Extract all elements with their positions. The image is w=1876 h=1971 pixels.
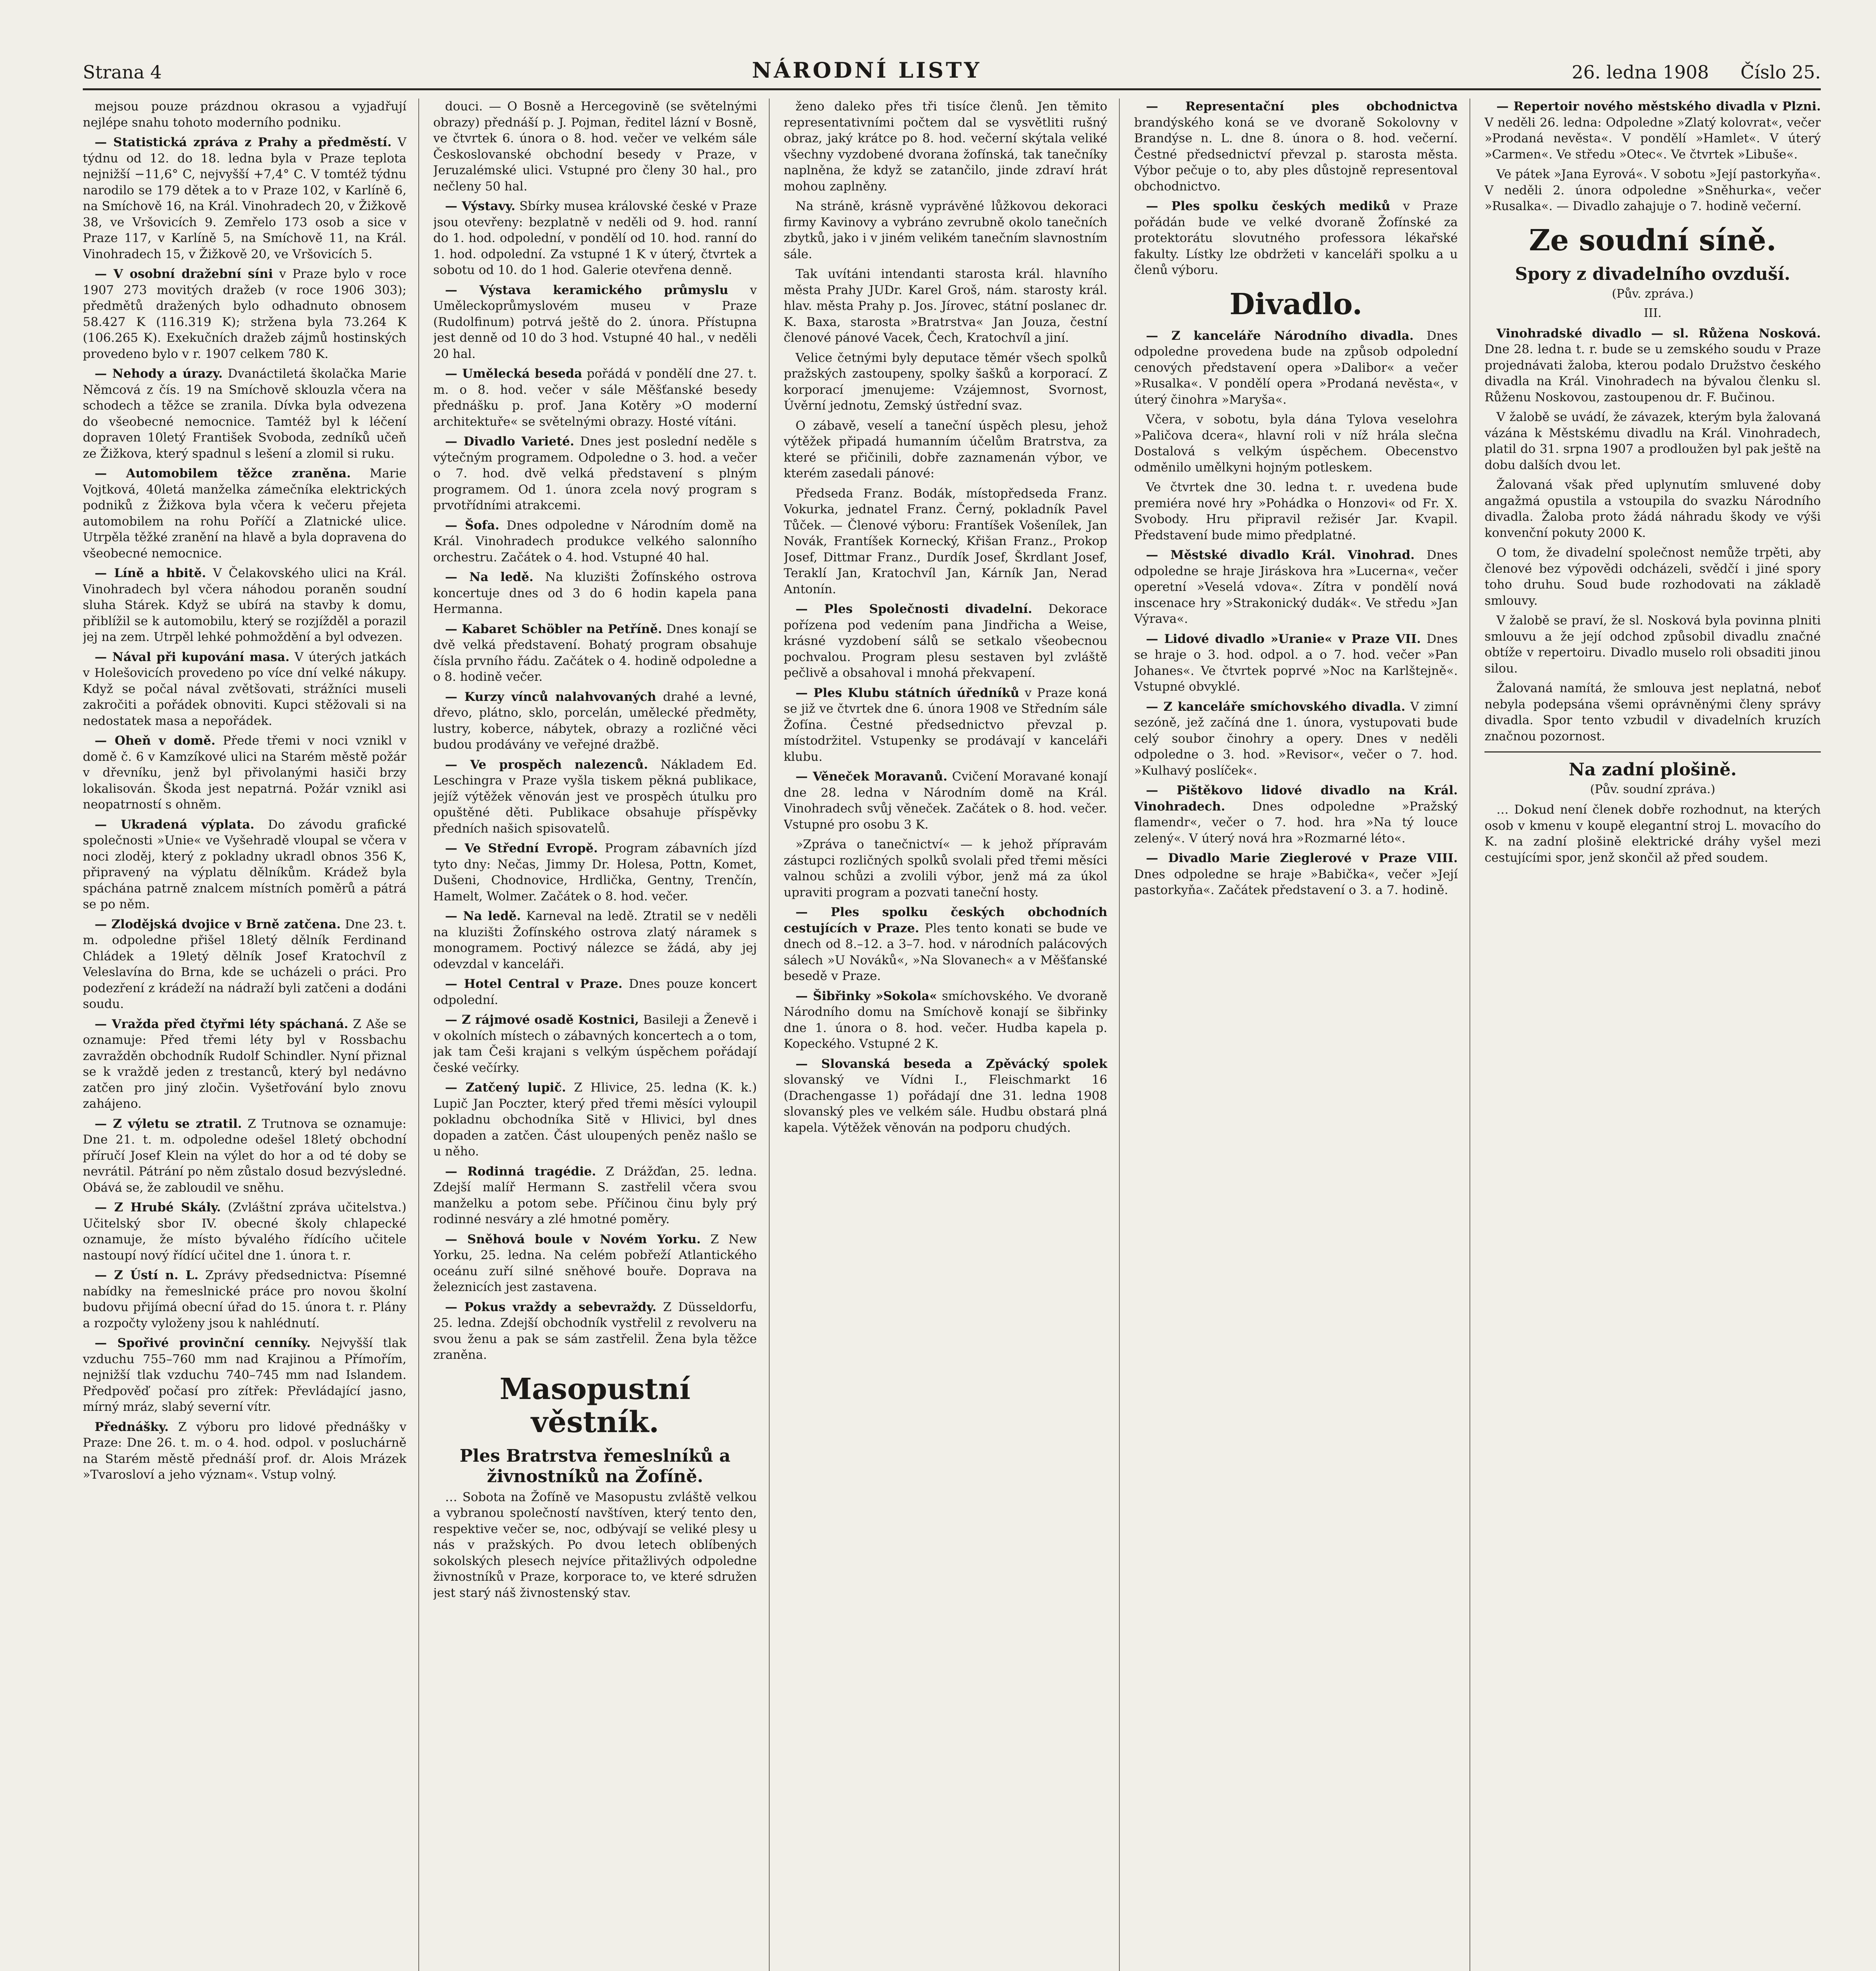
article-text: Z New Yorku, 25. ledna. Na celém pobřeží Atlantického oceánu zuří silné sněhové bouře. Doprava na železnicích jest zastavena. [433, 1232, 757, 1294]
article-text: smíchovského. Ve dvoraně Národního domu na Smíchově konají se šibřinky dne 1. února o 8. hod. večer. Hudba kapela p. Kopeckého. Vstupné 2 K. [783, 989, 1108, 1051]
article-paragraph [83, 1335, 407, 1415]
article-heading: — Z výletu se ztratil. [95, 1116, 242, 1131]
article-paragraph [784, 601, 1108, 681]
article-heading: — Výstava keramického průmyslu [445, 283, 729, 297]
article-paragraph [433, 1080, 757, 1160]
article-heading: — Ples spolku českých mediků [1146, 199, 1390, 213]
article-paragraph [83, 1267, 407, 1331]
article-text: Dne 23. t. m. odpoledne přišel 18letý dělník Ferdinand Chládek a 19letý dělník Josef Kratochvíl z Veleslavína do Brna, kde se ucházeli o práci. Pro podezření z krádeží na nádraží byli zatčeni a dodáni soudu. [83, 917, 407, 1011]
article-heading: — Divadlo Varieté. [445, 434, 574, 449]
article-paragraph [784, 99, 1108, 194]
column-4 [1134, 99, 1470, 1971]
article-text: Včera, v sobotu, byla dána Tylova veselohra »Paličova dcera«, hlavní roli v níž hrála slečna Dostalová s velkým úspěchem. Obecenstvo odměnilo umělkyni hojným potleskem. [1134, 412, 1458, 475]
article-text: v Praze koná se již ve čtvrtek dne 6. února 1908 ve Středním sále Žofína. Čestné předsednictvo převzal p. místodržitel. Vstupenky se prodávají v kanceláři klubu. [783, 686, 1108, 764]
article-paragraph [1134, 198, 1458, 278]
article-paragraph [433, 840, 757, 904]
article-paragraph [433, 198, 757, 278]
article-paragraph [1484, 166, 1821, 214]
article-paragraph [83, 917, 407, 1012]
article-heading: — Pokus vraždy a sebevraždy. [445, 1300, 656, 1314]
article-text: Předseda Franz. Bodák, místopředseda Franz. Vokurka, jednatel Franz. Černý, pokladník Pavel Tůček. — Členové výboru: Frantíšek Vošenílek, Jan Novák, Frantíšek Kornecký, Křišan Franz., Prokop Josef, Dittmar Franz., Durdík Josef, Škrdlant Josef, Teraklí Jan, Kratochvíl Jan, Kárník Jan, Nerad Antonín. [783, 486, 1108, 596]
article-text: Ve čtvrtek dne 30. ledna t. r. uvedena bude premiéra nové hry »Pohádka o Honzovi« od Fr. X. Svobody. Hru připravil režisér Jar. Kvapil. Představení bude mimo předplatné. [1134, 480, 1458, 542]
article-text: pořádá v pondělí dne 27. t. m. o 8. hod. večer v sále Měšťanské besedy přednášku p. prof. Jana Kotěry »O moderní architektuře« se světelnými obrazy. Hosté vítáni. [433, 367, 757, 429]
article-paragraph [433, 99, 757, 194]
article-paragraph [83, 466, 407, 561]
article-heading: — Statistická zpráva z Prahy a předměstí. [95, 135, 392, 149]
article-text: ženo daleko přes tři tisíce členů. Jen těmito representativními počtem dal se vysvětliti rušný obraz, jaký krátce po 8. hod. večerní skýtala veliké všechny vyzdobené dvorana žofínská, tak tanečníky naplněna, že když se zatančilo, jinde zdraví hrát mohou zaplněny. [783, 99, 1108, 194]
article-text: Z Hlivice, 25. ledna (K. k.) Lupič Jan Poczter, který před třemi měsíci vyloupil pokladnu obchodníka Sitě v Hlivici, byl dnes dopaden a zatčen. Část uloupených peněz našlo se u něho. [433, 1081, 757, 1159]
article-paragraph [1134, 699, 1458, 779]
article-paragraph [784, 1056, 1108, 1136]
article-paragraph [433, 1012, 757, 1076]
article-text: V úterých jatkách v Holešovicích provedeno po více dní velké nákupy. Když se počal nával zvětšovati, strážníci museli zakročiti a pořádek obnoviti. Kupci stěžovali si na nedostatek masa a nepořádek. [83, 650, 407, 728]
article-paragraph [433, 1489, 757, 1601]
article-paragraph [1134, 547, 1458, 627]
article-heading: — Věneček Moravanů. [795, 769, 947, 784]
article-paragraph [784, 988, 1108, 1052]
article-text: Z Trutnova se oznamuje: Dne 21. t. m. odpoledne odešel 18letý obchodní příručí Josef Klein na výlet do hor a od té doby se nevrátil. Pátrání po něm zůstalo dosud bezvýsledné. Obává se, že zabloudil ve sněhu. [83, 1116, 407, 1195]
article-heading: — Vražda před čtyřmi léty spáchaná. [95, 1017, 349, 1031]
article-paragraph [83, 1016, 407, 1112]
article-heading: — Slovanská beseda a Zpěvácký spolek [795, 1056, 1108, 1071]
article-heading: — Líně a hbitě. [95, 566, 206, 580]
article-paragraph [1484, 613, 1821, 676]
article-text: V týdnu od 12. do 18. ledna byla v Praze teplota nejnižší −11,6° C, nejvyšší +7,4° C. V tomtéž týdnu narodilo se 179 dětek a to v Praze 102, v Karlíně 6, na Smíchově 16, na Král. Vinohradech 20, v Žižkově 38, ve Vršovicích 9. Zemřelo 173 osob a sice v Praze 117, v Karlíně 5, na Smíchově 11, na Král. Vinohradech 15, v Žižkově 20, ve Vršovicích 5. [83, 135, 407, 261]
article-heading: — Z kanceláře smíchovského divadla. [1146, 699, 1406, 714]
page-label: Strana 4 [83, 61, 162, 83]
article-text: Zprávy předsednictva: Písemné nabídky na řemeslnické práce pro novou školní budovu přijímá obecní úřad do 15. února t. r. Plány a rozpočty vyloženy jsou k nahlédnutí. [83, 1268, 407, 1330]
article-heading: — Nával při kupování masa. [95, 650, 290, 664]
article-text: Dnes odpoledne se hraje »Babička«, večer »Její pastorkyňa«. Začátek představení o 3. a 7. hodině. [1134, 867, 1458, 897]
article-paragraph [1134, 479, 1458, 543]
article-paragraph [1484, 802, 1821, 866]
article-text: Žalovaná namítá, že smlouva jest neplatná, neboť nebyla podepsána všemi oprávněnými členy správy divadla. Spor tento vzbudil v divadelních kruzích značnou pozornost. [1484, 681, 1821, 743]
article-paragraph [83, 1116, 407, 1196]
article-text: V neděli 26. ledna: Odpoledne »Zlatý kolovrat«, večer »Prodaná nevěsta«. V pondělí »Hamlet«. V úterý »Carmen«. Ve středu »Otec«. Ve čtvrtek »Libuše«. [1484, 115, 1821, 162]
article-text: … Sobota na Žofíně ve Masopustu zvláště velkou a vybranou společností navštíven, který tento den, respektive večer se, noc, odbývají se veliké plesy u nás v pražských. Po dvou letech oblíbených sokolských plesech nejvíce přitažlivých odpoledne živnostníků v Praze, korporace to, ve které sdružen jest starý náš živnostenský stav. [433, 1490, 757, 1600]
article-text: slovanský ve Vídni I., Fleischmarkt 16 (Drachengasse 1) pořádají dne 31. ledna 1908 slovanský ples ve velkém sále. Hudbu obstará plná kapela. Výtěžek věnován na podporu chudých. [783, 1073, 1108, 1135]
article-text: Dnes pouze koncert odpolední. [433, 977, 757, 1007]
article-heading: — V osobní dražební síni [95, 267, 273, 281]
article-text: Marie Vojtková, 40letá manželka zámečníka elektrických podniků z Žižkova byla včera k večeru přejeta automobilem na rohu Poříčí a Zlatnické ulice. Utrpěla těžké zranění na hlavě a byla dopravena do všeobecné nemocnice. [83, 466, 407, 561]
article-paragraph [433, 569, 757, 617]
article-heading: — Zatčený lupič. [445, 1081, 566, 1095]
article-paragraph [784, 350, 1108, 414]
article-paragraph [1134, 782, 1458, 846]
article-text: Z Aše se oznamuje: Před třemi léty byl v Rossbachu zavražděn obchodník Rudolf Schindler. Nyní přiznal se k vraždě jeden z trestanců, který byl nedávno zatčen pro jiný zločin. Vyšetřování bylo znovu zahájeno. [83, 1017, 407, 1111]
article-paragraph [784, 418, 1108, 482]
article-paragraph [1134, 631, 1458, 695]
article-text: v Uměleckoprůmyslovém museu v Praze (Rudolfinum) potrvá ještě do 2. února. Přístupna jest denně od 10 do 3 hod. Vstupné 40 hal., v neděli 20 hal. [433, 283, 757, 361]
article-paragraph [1484, 545, 1821, 609]
article-heading: — Zlodějská dvojice v Brně zatčena. [95, 917, 341, 931]
section-title: Divadlo. [1229, 287, 1363, 321]
article-note: (Pův. zpráva.) [1612, 287, 1694, 301]
article-text: v Praze bylo v roce 1907 273 movitých dražeb (v roce 1906 303); předmětů dražených bylo odhadnuto obnosem 58.427 K (116.319 K); stržena byla 73.264 K (106.265 K). Exekučních dražeb zájmů hostinských provedeno bylo v r. 1907 celkem 780 K. [83, 267, 407, 361]
issue-date: 26. ledna 1908 [1572, 61, 1709, 83]
article-heading: — Z Ústí n. L. [95, 1268, 199, 1282]
article-heading: Přednášky. [95, 1420, 169, 1434]
article-heading: — Ukradená výplata. [95, 817, 255, 832]
article-heading: — Spořivé provinční cenníky. [95, 1336, 311, 1350]
article-heading: Vinohradské divadlo — sl. Růžena Nosková. [1496, 326, 1821, 341]
article-paragraph [1484, 99, 1821, 162]
page-header [83, 51, 1821, 90]
article-paragraph [1484, 326, 1821, 406]
article-paragraph [433, 757, 757, 837]
article-paragraph [433, 908, 757, 972]
article-heading: — Na ledě. [445, 570, 533, 584]
article-paragraph [83, 733, 407, 813]
section-divider [1484, 751, 1821, 753]
article-paragraph [83, 817, 407, 913]
article-paragraph [1134, 328, 1458, 408]
article-paragraph [1484, 409, 1821, 473]
article-heading: — Městské divadlo Král. Vinohrad. [1146, 548, 1415, 562]
article-paragraph [433, 621, 757, 685]
article-note: III. [1644, 306, 1662, 320]
article-heading: — Z kanceláře Národního divadla. [1146, 328, 1414, 343]
article-text: Tak uvítáni intendanti starosta král. hlavního města Prahy JUDr. Karel Groš, nám. starosty král. hlav. města Prahy p. Jos. Jírovec, státní poslanec dr. K. Baxa, starosta »Bratrstva« Jan Jouza, čestní členové pánové Vacek, Čech, Kratochvíl a jiní. [783, 267, 1108, 345]
article-text: brandýského koná se ve dvoraně Sokolovny v Brandýse n. L. dne 8. února o 8. hod. večerní. Čestné předsednictví převzal p. starosta města. Výbor pečuje o to, aby ples důstojně representoval obchodnictvo. [1134, 115, 1458, 194]
article-title: Na zadní plošině. [1568, 760, 1737, 780]
article-text: Do závodu grafické společnosti »Unie« ve Vyšehradě vloupal se včera v noci zloděj, který z pokladny ukradl obnos 356 K, připravený na výplatu dělníkům. Krádež byla spáchána patrně znalcem místních poměrů a pátrá se po něm. [83, 817, 407, 911]
article-text: Dvanáctiletá školačka Marie Němcová z čís. 19 na Smíchově sklouzla včera na schodech a těžce se zranila. Dívka byla odvezena do všeobecné nemocnice. Tamtéž byl k léčení dopraven 10letý František Svoboda, zedníků učeň ze Žižkova, který spadnul s lešení a zlomil si ruku. [83, 367, 407, 461]
article-heading: — Umělecká beseda [445, 367, 582, 381]
article-heading: — Šofa. [445, 518, 500, 533]
article-text: v Praze pořádán bude ve velké dvoraně Žofínské za protektorátu slovutného professora lékařské fakulty. Lístky lze obdržeti v kanceláři spolku a u členů výboru. [1134, 199, 1458, 277]
article-text: Dnes konají se dvě velká představení. Bohatý program obsahuje čísla prvního řádu. Začátek o 4. hodině odpoledne a o 8. hodině večer. [433, 622, 757, 684]
article-paragraph [83, 1419, 407, 1483]
article-heading: — Na ledě. [445, 909, 521, 923]
section-title: Ze soudní síně. [1529, 223, 1777, 257]
article-paragraph [1134, 412, 1458, 475]
article-paragraph [784, 198, 1108, 262]
article-text: Dnes odpoledne v Národním domě na Král. Vinohradech produkce velkého salonního orchestru. Začátek o 4. hod. Vstupné 40 hal. [433, 518, 757, 564]
article-paragraph [433, 1164, 757, 1228]
article-text: Nákladem Ed. Leschingra v Praze vyšla tiskem pěkná publikace, jejíž výtěžek věnován jest ve prospěch útulku pro opuštěné děti. Publikace obsahuje příspěvky předních našich spisovatelů. [433, 757, 757, 836]
article-heading: — Z rájmové osadě Kostnici, [445, 1013, 639, 1027]
section-title: Masopustní věstník. [500, 1372, 691, 1439]
article-text: Dnes jest poslední neděle s výtečným programem. Odpoledne o 3. hod. a večer o 7. hod. dvě velká představení s plným programem. Od 1. února zcela nový program s prvotřídními atrakcemi. [433, 434, 757, 512]
article-text: V zimní sezóně, jež začíná dne 1. února, vystupovati bude celý soubor činohry a opery. Dnes v neděli odpoledne o 3. hod. »Revisor«, večer o 7. hod. »Kulhavý poslíček«. [1134, 699, 1458, 778]
article-text: Na kluzišti Žofínského ostrova koncertuje dnes od 3 do 6 hodin kapela pana Hermanna. [433, 570, 757, 616]
article-heading: — Ples Klubu státních úředníků [795, 686, 1020, 700]
article-heading: — Ve Střední Evropě. [445, 841, 598, 855]
column-1 [83, 99, 419, 1971]
article-text: »Zpráva o tanečnictví« — k jehož přípravám zástupci rozličných spolků svolali před třemi měsíci valnou schůzi a zvolili výbor, jenž má za úkol upraviti program a pozvati taneční hosty. [783, 837, 1108, 900]
article-paragraph [83, 99, 407, 130]
article-text: V Čelakovského ulici na Král. Vinohradech byl včera náhodou poraněn soudní sluha Stárek. Když se ubírá na stavby k domu, přiblížil se k automobilu, který se rozjížděl a porazil jej na zem. Utrpěl lehké pohmoždění a byl odvezen. [83, 566, 407, 644]
article-text: Z Drážďan, 25. ledna. Zdejší malíř Hermann S. zastřelil včera svou manželku a potom sebe. Příčinou činu byly prý rodinné nesváry a zlé hmotné poměry. [433, 1164, 757, 1226]
article-paragraph [83, 266, 407, 362]
article-paragraph [1134, 99, 1458, 194]
issue-number: Číslo 25. [1740, 61, 1821, 83]
article-text: Ples tento konati se bude ve dnech od 8.–12. a 3–7. hod. v národních palácových sálech »U Nováků«, »Na Slovanech« a v Měšťanské besedě v Praze. [783, 921, 1108, 983]
article-paragraph [83, 134, 407, 262]
article-text: Z výboru pro lidové přednášky v Praze: Dne 26. t. m. o 4. hod. odpol. v posluchárně na Starém městě přednáší prof. dr. Alois Mrázek »Tvarosloví a jeho význam«. Vstup volný. [83, 1420, 407, 1482]
article-paragraph [83, 565, 407, 645]
article-text: … Dokud není členek dobře rozhodnut, na kterých osob v kmenu v koupě elegantní stroj L. movacího do K. na zadní plošině elektrické dráhy vyšel mezi cestujícími spor, jenž skončil až před soudem. [1484, 803, 1821, 865]
article-paragraph [1484, 477, 1821, 541]
article-heading: — Kurzy vínců nalahvovaných [445, 689, 656, 704]
article-text: Program zábavních jízd tyto dny: Nečas, Jimmy Dr. Holesa, Pottn, Komet, Dušeni, Chodnovice, Hrdlička, Gentny, Trenčín, Hamelt, Wolmer. Začátek o 8. hod. večer. [433, 841, 757, 904]
article-text: (Zvláštní zpráva učitelstva.) Učitelský sbor IV. obecné školy chlapecké oznamuje, že místo bývalého řídícího učitele nastoupí nový řídící učitel dne 1. února t. r. [83, 1200, 407, 1263]
article-heading: — Nehody a úrazy. [95, 367, 223, 381]
article-paragraph [433, 1299, 757, 1363]
article-heading: — Hotel Central v Praze. [445, 977, 623, 991]
article-title: Ples Bratrstva řemeslníků a živnostníků na Žofíně. [459, 1446, 731, 1487]
article-paragraph [433, 518, 757, 566]
article-text: Žalovaná však před uplynutím smluvené doby angažmá opustila a vstoupila do svazku Národního divadla. Žaloba proto žádá náhradu škody ve výši konvenční pokuty 2000 K. [1484, 478, 1821, 540]
article-text: douci. — O Bosně a Hercegovině (se světelnými obrazy) přednáší p. J. Pojman, ředitel lázní v Bosně, ve čtvrtek 6. února o 8. hod. večer ve velkém sále Českoslovanské obchodní besedy v Praze, v Jeruzalémské ulici. Vstupné pro členy 30 hal., pro nečleny 50 hal. [433, 99, 757, 194]
article-text: O zábavě, veselí a taneční úspěch plesu, jehož výtěžek připadá humanním účelům Bratrstva, za které se přičinili, dobře zaznamenán výbor, ve kterém zasedali pánové: [783, 418, 1108, 481]
article-heading: — Kabaret Schöbler na Petříně. [445, 622, 662, 636]
article-paragraph [1484, 680, 1821, 744]
article-paragraph [433, 976, 757, 1008]
article-text: O tom, že divadelní společnost nemůže trpěti, aby členové bez výpovědi odcházeli, svědčí i jiné spory toho druhu. Soud bude rozhodovati na základě smlouvy. [1484, 546, 1821, 608]
article-text: Dekorace pořízena pod vedením pana Jindřicha a Weise, krásné vyzdobení sálů se setkalo všeobecnou pochvalou. Program plesu sestaven byl zvláště pečlivě a obsahoval i mnohá překvapení. [783, 602, 1108, 680]
article-text: Dnes se hraje o 3. hod. odpol. a o 7. hod. večer »Pan Johanes«. Ve čtvrtek poprvé »Noc na Karlštejně«. Vstupné obvyklé. [1134, 632, 1458, 694]
article-paragraph [83, 1200, 407, 1263]
article-paragraph [433, 366, 757, 430]
article-text: Dnes odpoledne provedena bude na způsob odpolední cenových představení opera »Dalibor« a večer »Rusalka«. V pondělí opera »Prodaná nevěsta«, v úterý činohra »Maryša«. [1134, 328, 1458, 407]
header-right [1572, 61, 1821, 83]
article-heading: — Pištěkovo lidové divadlo na Král. Vinohradech. [1134, 783, 1458, 814]
article-heading: — Automobilem těžce zraněna. [95, 466, 351, 481]
article-paragraph [433, 1231, 757, 1295]
article-paragraph [83, 366, 407, 462]
article-text: Karneval na ledě. Ztratil se v neděli na kluzišti Žofínského ostrova zlatý náramek s monogramem. Poctivý nálezce se žádá, aby jej odevzdal v kanceláři. [433, 909, 757, 971]
article-paragraph [784, 266, 1108, 346]
article-text: Na stráně, krásně vyprávěné lůžkovou dekoraci firmy Kavinovy a vybráno zevrubně okolo tanečních zbytků, jako i v jiném velikém tanečním slavnostním sále. [783, 199, 1108, 261]
article-text: Přede třemi v noci vznikl v domě č. 6 v Kamzíkové ulici na Starém městě požár v dřevníku, jenž byl přivolanými hasiči brzy lokalisován. Škoda jest nepatrná. Požár vznikl asi neopatrností s ohněm. [83, 734, 407, 812]
article-heading: — Ples Společnosti divadelní. [795, 602, 1032, 616]
article-heading: — Repertoir nového městského divadla v Plzni. [1496, 99, 1821, 114]
article-text: Velice četnými byly deputace těmér všech spolků pražských zastoupeny, spolky šašků a korporací. Z korporací jmenujeme: Vzájemnost, Svornost, Úvěrní jednotu, Zemský ústřední svaz. [783, 350, 1108, 413]
article-text: Ve pátek »Jana Eyrová«. V sobotu »Její pastorkyňa«. V neděli 2. února odpoledne »Sněhurka«, večer »Rusalka«. — Divadlo zahajuje o 7. hodině večerní. [1484, 167, 1821, 213]
article-heading: — Oheň v domě. [95, 734, 216, 748]
article-paragraph [784, 486, 1108, 598]
article-text: Basileji a Ženevě i v okolních místech o zábavných koncertech a o tom, jak tam Češi krajani s velkým úspěchem pořádají české večírky. [433, 1013, 757, 1075]
article-heading: — Z Hrubé Skály. [95, 1200, 221, 1215]
article-text: Dnes odpoledne »Pražský flamendr«, večer o 7. hod. hra »Na tý louce zelený«. V úterý nová hra »Rozmarné léto«. [1134, 799, 1458, 846]
article-heading: — Divadlo Marie Zieglerové v Praze VIII. [1146, 851, 1458, 865]
article-text: V žalobě se praví, že sl. Nosková byla povinna plniti smlouvu a že její odchod způsobil divadlu značné obtíže v repertoiru. Divadlo muselo roli obsaditi jinou silou. [1484, 613, 1821, 676]
article-text: Z Düsseldorfu, 25. ledna. Zdejší obchodník vystřelil z revolveru na svou ženu a pak se sám zastřelil. Žena byla těžce zraněna. [433, 1300, 757, 1362]
article-text: Dne 28. ledna t. r. bude se u zemského soudu v Praze projednávati žaloba, kterou podalo Družstvo českého divadla na Král. Vinohradech na bývalou členku sl. Růženu Noskovou, zastoupenou dr. F. Bučinou. [1484, 342, 1821, 404]
column-2 [433, 99, 770, 1971]
article-paragraph [83, 649, 407, 729]
article-heading: — Representační ples obchodnictva [1146, 99, 1458, 114]
article-paragraph [784, 836, 1108, 900]
article-heading: — Výstavy. [445, 199, 516, 213]
article-text: mejsou pouze prázdnou okrasou a vyjadřují nejlépe snahu tohoto moderního podniku. [83, 99, 407, 130]
article-title: Spory z divadelního ovzduší. [1515, 264, 1790, 284]
article-paragraph [784, 769, 1108, 833]
column-3 [784, 99, 1120, 1971]
text-columns [83, 99, 1821, 1971]
article-note: (Pův. soudní zpráva.) [1590, 782, 1716, 796]
article-text: Nejvyšší tlak vzduchu 755–760 mm nad Krajinou a Přímořím, nejnižší tlak vzduchu 740–745 mm nad Islandem. Předpověď počasí pro zítřek: Převládající jasno, mírný mráz, slabý severní vítr. [83, 1336, 407, 1414]
masthead: NÁRODNÍ LISTY [752, 58, 982, 83]
article-paragraph [433, 434, 757, 514]
article-text: V žalobě se uvádí, že závazek, kterým byla žalovaná vázána k Městskému divadlu na Král. Vinohradech, platil do 31. srpna 1907 a prodloužen byl pak ještě na dobu dalších dvou let. [1484, 410, 1821, 472]
article-paragraph [1134, 850, 1458, 898]
article-heading: — Šibřinky »Sokola« [795, 989, 937, 1003]
article-heading: — Rodinná tragédie. [445, 1164, 596, 1179]
article-paragraph [433, 282, 757, 362]
article-heading: — Sněhová boule v Novém Yorku. [445, 1232, 701, 1246]
column-5 [1484, 99, 1821, 1971]
article-paragraph [784, 685, 1108, 765]
article-text: drahé a levné, dřevo, plátno, sklo, porcelán, umělecké předměty, lustry, koberce, nábytek, obrazy a rozličné věci budou prodávány ve veřejné dražbě. [433, 689, 757, 752]
article-text: Sbírky musea královské české v Praze jsou otevřeny: bezplatně v neděli od 9. hod. ranní do 1. hod. odpolední, v pondělí od 10. hod. ranní do 1. hod. odpolední. Za vstupné 1 K v úterý, čtvrtek a sobotu od 10. do 1 hod. Galerie otevřena denně. [433, 199, 757, 277]
article-text: Cvičení Moravané konají dne 28. ledna v Národním domě na Král. Vinohradech svůj věneček. Začátek o 8. hod. večer. Vstupné pro osobu 3 K. [783, 769, 1108, 832]
article-paragraph [433, 689, 757, 753]
article-heading: — Ples spolku českých obchodních cestujících v Praze. [783, 905, 1108, 935]
article-heading: — Ve prospěch nalezenců. [445, 757, 648, 772]
article-paragraph [784, 904, 1108, 984]
article-heading: — Lidové divadlo »Uranie« v Praze VII. [1146, 632, 1421, 646]
article-text: Dnes odpoledne se hraje Jiráskova hra »Lucerna«, večer operetní »Veselá vdova«. Zítra v pondělí nová inscenace hry »Strakonický dudák«. Ve středu »Jan Výrava«. [1134, 548, 1458, 626]
